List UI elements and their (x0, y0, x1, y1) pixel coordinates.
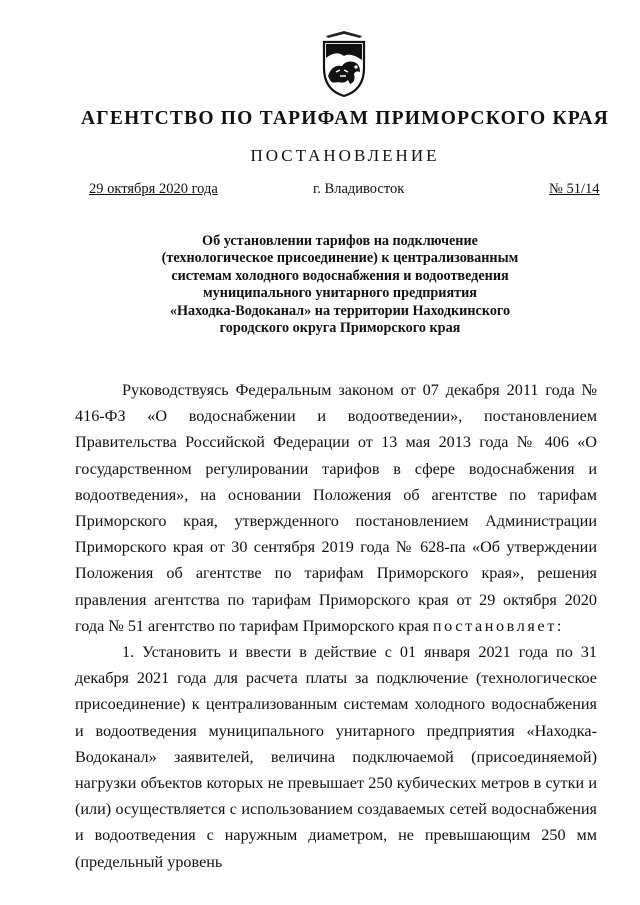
subject-line: Об установлении тарифов на подключение (202, 233, 478, 249)
agency-title: АГЕНТСТВО ПО ТАРИФАМ ПРИМОРСКОГО КРАЯ (80, 108, 610, 129)
coat-of-arms-icon (316, 30, 372, 98)
document-city: г. Владивосток (313, 181, 405, 197)
preamble-paragraph (75, 377, 597, 639)
subject-line: муниципального унитарного предприятия (203, 285, 477, 302)
document-subject (130, 233, 550, 337)
subject-line: (технологическое присоединение) к централизованным (161, 250, 519, 267)
preamble-text: Руководствуясь Федеральным законом от 07 декабря 2011 года № 416-ФЗ «О водоснабжении и водоотведении», постановлением Правительства Российской Федерации от 13 мая 2013 года № 406 «О государственном регулировании тарифов в сфере водоснабжения и водоотведения», на основании Положения об агентстве по тарифам Приморского края, утвержденного постановлением Администрации Приморского края от 30 сентября 2019 года № 628-па «Об утверждении Положения об агентстве по тарифам Приморского края», решения правления агентства по тарифам Приморского края от 29 октября 2020 года № 51 агентство по тарифам Приморского края (75, 381, 597, 635)
decree-word: постановляет: (432, 616, 564, 635)
document-body (75, 377, 597, 875)
subject-line: «Находка-Водоканал» на территории Находкинского (169, 302, 511, 319)
document-type: ПОСТАНОВЛЕНИЕ (250, 146, 440, 165)
document-number: № 51/14 (549, 181, 600, 197)
item-1-paragraph: 1. Установить и ввести в действие с 01 января 2021 года по 31 декабря 2021 года для расчета платы за подключение (технологическое присоединение) к централизованным системам холодного водоснабжения и водоотведения муниципального унитарного предприятия «Находка-Водоканал» заявителей, величина подключаемой (присоединяемой) нагрузки объектов которых не превышает 250 кубических метров в сутки и (или) осуществляется с использованием создаваемых сетей водоснабжения и водоотведения с наружным диаметром, не превышающим 250 мм (предельный уровень (75, 643, 597, 871)
document-date: 29 октября 2020 года (89, 181, 218, 197)
subject-line: городского округа Приморского края (219, 320, 461, 337)
subject-line: системам холодного водоснабжения и водоотведения (171, 267, 509, 284)
